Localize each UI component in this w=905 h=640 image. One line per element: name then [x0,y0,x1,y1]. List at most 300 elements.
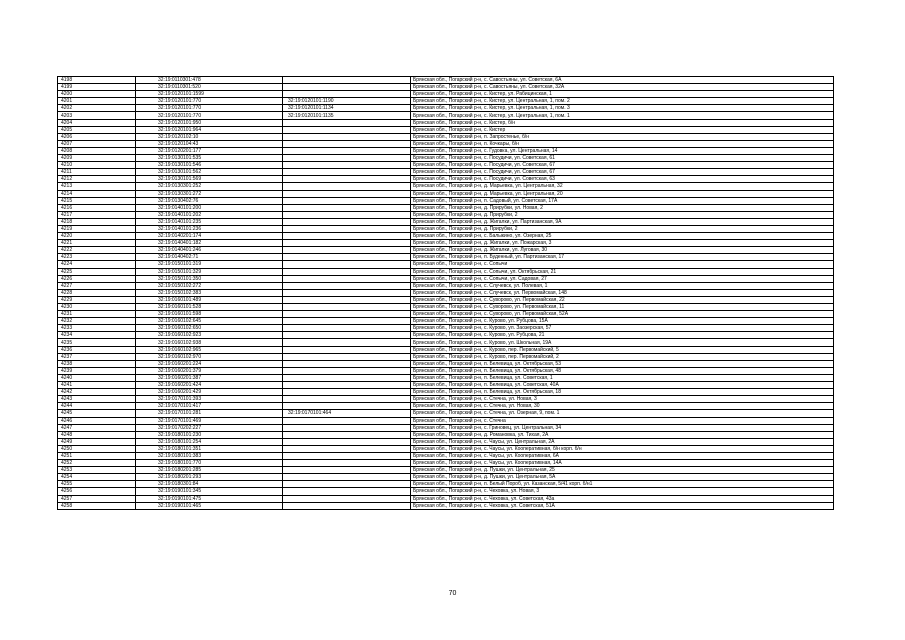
row-number-cell: 4229 [58,296,136,303]
table-row [58,98,834,105]
address-cell: Брянская обл., Погарский р-н, с. Гриновец, ул. Центральная, 34 [411,424,834,431]
sub-cadastral-number-cell [283,403,411,410]
address-cell: Брянская обл., Погарский р-н, с. Кистер, ул. Рабицинская, 1 [411,91,834,98]
address-cell: Брянская обл., Погарский р-н, с. Стечна, ул. Озерная, 9, пом. 1 [411,410,834,417]
cadastral-number-cell: 32:19:0160201:429 [136,389,283,396]
cadastral-number-cell: 32:19:0140401:246 [136,247,283,254]
cadastral-number-cell: 32:19:0170101:417 [136,403,283,410]
row-number-cell: 4233 [58,325,136,332]
address-cell: Брянская обл., Погарский р-н, д. Пушки, ул. Центральная, 25 [411,467,834,474]
row-number-cell: 4230 [58,304,136,311]
address-cell: Брянская обл., Погарский р-н, с. Стечна [411,417,834,424]
sub-cadastral-number-cell [283,488,411,495]
table-row [58,389,834,396]
cadastral-number-cell: 32:19:0160101:489 [136,296,283,303]
row-number-cell: 4251 [58,452,136,459]
row-number-cell: 4255 [58,481,136,488]
address-cell: Брянская обл., Погарский р-н, с. Чеховка, ул. Советская, 51А [411,502,834,509]
table-row [58,460,834,467]
table-row [58,133,834,140]
row-number-cell: 4240 [58,374,136,381]
address-cell: Брянская обл., Погарский р-н, д. Жигалки, ул. Пожарская, 3 [411,240,834,247]
address-cell: Брянская обл., Погарский р-н, п. Запростенье, б/н [411,133,834,140]
cadastral-number-cell: 32:19:0130101:535 [136,155,283,162]
row-number-cell: 4200 [58,91,136,98]
address-cell: Брянская обл., Погарский р-н, с. Курово, ул. Рубцова, 15А [411,318,834,325]
sub-cadastral-number-cell [283,119,411,126]
table-row [58,502,834,509]
sub-cadastral-number-cell [283,254,411,261]
row-number-cell: 4210 [58,162,136,169]
address-cell: Брянская обл., Погарский р-н, с. Кистер, ул. Центральная, 1, пом. 1 [411,112,834,119]
cadastral-number-cell: 32:19:0150101:329 [136,268,283,275]
row-number-cell: 4222 [58,247,136,254]
address-cell: Брянская обл., Погарский р-н, с. Посудичи, ул. Советская, 67 [411,162,834,169]
cadastral-number-cell: 32:19:0180101:230 [136,431,283,438]
sub-cadastral-number-cell: 32:19:0170101:464 [283,410,411,417]
cadastral-number-cell: 32:19:0160201:424 [136,382,283,389]
cadastral-number-cell: 32:19:0160102:970 [136,353,283,360]
address-cell: Брянская обл., Погарский р-н, с. Курово, пер. Первомайский, 5 [411,346,834,353]
cadastral-number-cell: 32:19:0170101:281 [136,410,283,417]
sub-cadastral-number-cell [283,77,411,84]
sub-cadastral-number-cell: 32:19:0120101:1134 [283,105,411,112]
table-row [58,396,834,403]
cadastral-number-cell: 32:19:0140201:174 [136,233,283,240]
cadastral-number-cell: 32:19:0180101:254 [136,438,283,445]
sub-cadastral-number-cell [283,452,411,459]
cadastral-number-cell: 32:19:0180101:383 [136,452,283,459]
property-register-table [57,76,834,510]
table-row [58,147,834,154]
row-number-cell: 4204 [58,119,136,126]
row-number-cell: 4236 [58,346,136,353]
sub-cadastral-number-cell [283,282,411,289]
row-number-cell: 4242 [58,389,136,396]
row-number-cell: 4241 [58,382,136,389]
sub-cadastral-number-cell [283,495,411,502]
table-row [58,126,834,133]
address-cell: Брянская обл., Погарский р-н, п. Белевица, ул. Октябрьская, 48 [411,367,834,374]
sub-cadastral-number-cell [283,481,411,488]
cadastral-number-cell: 32:19:0120101:770 [136,105,283,112]
sub-cadastral-number-cell [283,289,411,296]
sub-cadastral-number-cell [283,367,411,374]
sub-cadastral-number-cell [283,318,411,325]
cadastral-number-cell: 32:19:0160102:645 [136,318,283,325]
table-row [58,367,834,374]
cadastral-number-cell: 32:19:0160102:650 [136,325,283,332]
address-cell: Брянская обл., Погарский р-н, п. Белевица, ул. Советская, 40А [411,382,834,389]
table-row [58,254,834,261]
sub-cadastral-number-cell [283,190,411,197]
address-cell: Брянская обл., Погарский р-н, с. Кистер, ул. Центральная, 1, пом. 2 [411,98,834,105]
address-cell: Брянская обл., Погарский р-н, с. Посудичи, ул. Советская, 63 [411,176,834,183]
row-number-cell: 4212 [58,176,136,183]
sub-cadastral-number-cell [283,268,411,275]
sub-cadastral-number-cell [283,261,411,268]
sub-cadastral-number-cell [283,126,411,133]
sub-cadastral-number-cell [283,296,411,303]
address-cell: Брянская обл., Погарский р-н, п. Белевица, ул. Октябрьская, 18 [411,389,834,396]
address-cell: Брянская обл., Погарский р-н, с. Чаусы, ул. Кооперативная, б/н корп. б/н [411,445,834,452]
sub-cadastral-number-cell [283,502,411,509]
row-number-cell: 4247 [58,424,136,431]
address-cell: Брянская обл., Погарский р-н, с. Случевск, ул. Полевая, 1 [411,282,834,289]
cadastral-number-cell: 32:19:0170202:227 [136,424,283,431]
cadastral-number-cell: 32:19:0160101:528 [136,304,283,311]
table-row [58,296,834,303]
row-number-cell: 4245 [58,410,136,417]
row-number-cell: 4237 [58,353,136,360]
sub-cadastral-number-cell [283,197,411,204]
cadastral-number-cell: 32:19:0180201:285 [136,467,283,474]
address-cell: Брянская обл., Погарский р-н, с. Кистер, б/н [411,119,834,126]
cadastral-number-cell: 32:19:0110301:478 [136,77,283,84]
cadastral-number-cell: 32:19:0150102:383 [136,289,283,296]
table-row [58,403,834,410]
cadastral-number-cell: 32:19:0160102:923 [136,332,283,339]
sub-cadastral-number-cell [283,275,411,282]
sub-cadastral-number-cell [283,339,411,346]
table-row [58,268,834,275]
row-number-cell: 4234 [58,332,136,339]
address-cell: Брянская обл., Погарский р-н, п. Белый Пороб, ул. Казанская, 5/41 корп. б/н1 [411,481,834,488]
cadastral-number-cell: 32:19:0160102:938 [136,339,283,346]
table-row [58,382,834,389]
table-row [58,289,834,296]
address-cell: Брянская обл., Погарский р-н, с. Чаусы, ул. Центральная, 2А [411,438,834,445]
address-cell: Брянская обл., Погарский р-н, с. Курово, пер. Первомайский, 2 [411,353,834,360]
cadastral-number-cell: 32:19:0180101:770 [136,460,283,467]
table-row [58,445,834,452]
table-row [58,247,834,254]
sub-cadastral-number-cell [283,438,411,445]
row-number-cell: 4220 [58,233,136,240]
cadastral-number-cell: 32:19:0180201:293 [136,474,283,481]
sub-cadastral-number-cell [283,225,411,232]
row-number-cell: 4203 [58,112,136,119]
address-cell: Брянская обл., Погарский р-н, с. Суворово, ул. Первомайская, 52А [411,311,834,318]
sub-cadastral-number-cell [283,325,411,332]
cadastral-number-cell: 32:19:0150101:350 [136,275,283,282]
table-row [58,233,834,240]
address-cell: Брянская обл., Погарский р-н, с. Сопычи [411,261,834,268]
table-row [58,77,834,84]
table-row [58,105,834,112]
table-row [58,197,834,204]
cadastral-number-cell: 32:19:0130402:76 [136,197,283,204]
sub-cadastral-number-cell [283,147,411,154]
row-number-cell: 4244 [58,403,136,410]
cadastral-number-cell: 32:19:0180101:351 [136,445,283,452]
table-row [58,169,834,176]
cadastral-number-cell: 32:19:0170101:393 [136,396,283,403]
table-row [58,112,834,119]
row-number-cell: 4202 [58,105,136,112]
table-row [58,91,834,98]
address-cell: Брянская обл., Погарский р-н, с. Сопычи, ул. Октябрьская, 21 [411,268,834,275]
sub-cadastral-number-cell [283,176,411,183]
cadastral-number-cell: 32:19:0120101:1599 [136,91,283,98]
sub-cadastral-number-cell [283,140,411,147]
sub-cadastral-number-cell [283,133,411,140]
row-number-cell: 4232 [58,318,136,325]
row-number-cell: 4209 [58,155,136,162]
sub-cadastral-number-cell [283,183,411,190]
table-row [58,346,834,353]
table-row [58,318,834,325]
cadastral-number-cell: 32:19:0140402:71 [136,254,283,261]
address-cell: Брянская обл., Погарский р-н, с. Савостьяны, ул. Советская, 32А [411,84,834,91]
address-cell: Брянская обл., Погарский р-н, с. Стечна, ул. Новая, 3 [411,396,834,403]
table-row [58,84,834,91]
sub-cadastral-number-cell [283,360,411,367]
sub-cadastral-number-cell [283,346,411,353]
sub-cadastral-number-cell [283,311,411,318]
sub-cadastral-number-cell [283,304,411,311]
table-row [58,374,834,381]
address-cell: Брянская обл., Погарский р-н, с. Курово, ул. Школьная, 19А [411,339,834,346]
row-number-cell: 4206 [58,133,136,140]
row-number-cell: 4254 [58,474,136,481]
table-row [58,204,834,211]
sub-cadastral-number-cell [283,211,411,218]
row-number-cell: 4211 [58,169,136,176]
sub-cadastral-number-cell [283,353,411,360]
row-number-cell: 4199 [58,84,136,91]
row-number-cell: 4216 [58,204,136,211]
table-row [58,282,834,289]
sub-cadastral-number-cell [283,417,411,424]
table-row [58,325,834,332]
sub-cadastral-number-cell [283,240,411,247]
table-row [58,467,834,474]
row-number-cell: 4205 [58,126,136,133]
table-row [58,438,834,445]
cadastral-number-cell: 32:19:0180301:84 [136,481,283,488]
address-cell: Брянская обл., Погарский р-н, с. Курово, ул. Рубцова, 21 [411,332,834,339]
row-number-cell: 4253 [58,467,136,474]
sub-cadastral-number-cell [283,460,411,467]
table-row [58,339,834,346]
row-number-cell: 4246 [58,417,136,424]
address-cell: Брянская обл., Погарский р-н, п. Белевица, ул. Октябрьская, 53 [411,360,834,367]
cadastral-number-cell: 32:19:0140401:182 [136,240,283,247]
address-cell: Брянская обл., Погарский р-н, п. Буденный, ул. Партизанская, 17 [411,254,834,261]
row-number-cell: 4198 [58,77,136,84]
table-body [58,77,834,510]
sub-cadastral-number-cell: 32:19:0120101:1135 [283,112,411,119]
row-number-cell: 4218 [58,218,136,225]
sub-cadastral-number-cell [283,91,411,98]
table-row [58,360,834,367]
address-cell: Брянская обл., Погарский р-н, п. Кочкары, б/н [411,140,834,147]
row-number-cell: 4256 [58,488,136,495]
address-cell: Брянская обл., Погарский р-н, с. Суворово, ул. Первомайская, 22 [411,296,834,303]
address-cell: Брянская обл., Погарский р-н, с. Курово, ул. Заозерская, 57 [411,325,834,332]
address-cell: Брянская обл., Погарский р-н, д. Жигалки, ул. Партизанская, 9А [411,218,834,225]
cadastral-number-cell: 32:19:0120104:43 [136,140,283,147]
table-row [58,140,834,147]
address-cell: Брянская обл., Погарский р-н, с. Кистер, ул. Центральная, 1, пом. 3 [411,105,834,112]
table-row [58,452,834,459]
row-number-cell: 4252 [58,460,136,467]
row-number-cell: 4235 [58,339,136,346]
table-row [58,261,834,268]
sub-cadastral-number-cell [283,155,411,162]
sub-cadastral-number-cell: 32:19:0120101:1190 [283,98,411,105]
address-cell: Брянская обл., Погарский р-н, с. Чаусы, ул. Кооперативная, 14А [411,460,834,467]
row-number-cell: 4227 [58,282,136,289]
sub-cadastral-number-cell [283,445,411,452]
sub-cadastral-number-cell [283,218,411,225]
address-cell: Брянская обл., Погарский р-н, с. Посудичи, ул. Советская, 67 [411,169,834,176]
table-row [58,218,834,225]
address-cell: Брянская обл., Погарский р-н, д. Марьевка, ул. Центральная, 20 [411,190,834,197]
page-number: 70 [448,590,457,597]
cadastral-number-cell: 32:19:0130301:272 [136,190,283,197]
cadastral-number-cell: 32:19:0120101:770 [136,112,283,119]
address-cell: Брянская обл., Погарский р-н, с. Чеховка, ул. Советская, 43а [411,495,834,502]
sub-cadastral-number-cell [283,247,411,254]
row-number-cell: 4223 [58,254,136,261]
row-number-cell: 4243 [58,396,136,403]
cadastral-number-cell: 32:19:0160201:379 [136,367,283,374]
table-row [58,353,834,360]
address-cell: Брянская обл., Погарский р-н, с. Гудовка, ул. Центральная, 14 [411,147,834,154]
cadastral-number-cell: 32:19:0190101:465 [136,502,283,509]
table-row [58,240,834,247]
cadastral-number-cell: 32:19:0140101:200 [136,204,283,211]
table-row [58,431,834,438]
sub-cadastral-number-cell [283,396,411,403]
table-row [58,155,834,162]
sub-cadastral-number-cell [283,374,411,381]
table-row [58,275,834,282]
address-cell: Брянская обл., Погарский р-н, с. Сопычи, ул. Садовая, 27 [411,275,834,282]
sub-cadastral-number-cell [283,467,411,474]
row-number-cell: 4208 [58,147,136,154]
table-row [58,311,834,318]
cadastral-number-cell: 32:19:0160201:387 [136,374,283,381]
table-row [58,183,834,190]
table-row [58,488,834,495]
table-row [58,410,834,417]
table-row [58,176,834,183]
cadastral-number-cell: 32:19:0120101:964 [136,126,283,133]
table-row [58,190,834,197]
table-row [58,417,834,424]
table-row [58,119,834,126]
address-cell: Брянская обл., Погарский р-н, с. Стечна, ул. Новая, 30 [411,403,834,410]
cadastral-number-cell: 32:19:0140101:202 [136,211,283,218]
cadastral-number-cell: 32:19:0140101:236 [136,225,283,232]
address-cell: Брянская обл., Погарский р-н, с. Случевск, ул. Первомайская, 148 [411,289,834,296]
row-number-cell: 4215 [58,197,136,204]
sub-cadastral-number-cell [283,389,411,396]
address-cell: Брянская обл., Погарский р-н, с. Савостьяны, ул. Советская, 6А [411,77,834,84]
sub-cadastral-number-cell [283,332,411,339]
cadastral-number-cell: 32:19:0190101:345 [136,488,283,495]
sub-cadastral-number-cell [283,474,411,481]
address-cell: Брянская обл., Погарский р-н, п. Садовый, ул. Советская, 17А [411,197,834,204]
row-number-cell: 4238 [58,360,136,367]
row-number-cell: 4250 [58,445,136,452]
row-number-cell: 4228 [58,289,136,296]
row-number-cell: 4249 [58,438,136,445]
address-cell: Брянская обл., Погарский р-н, с. Кистер [411,126,834,133]
cadastral-number-cell: 32:19:0120101:770 [136,98,283,105]
address-cell: Брянская обл., Погарский р-н, с. Чаусы, ул. Кооперативная, 6А [411,452,834,459]
cadastral-number-cell: 32:19:0120101:950 [136,119,283,126]
sub-cadastral-number-cell [283,424,411,431]
table-row [58,162,834,169]
address-cell: Брянская обл., Погарский р-н, с. Балыкино, ул. Озерная, 25 [411,233,834,240]
row-number-cell: 4226 [58,275,136,282]
sub-cadastral-number-cell [283,233,411,240]
sub-cadastral-number-cell [283,84,411,91]
address-cell: Брянская обл., Погарский р-н, д. Романовка, ул. Тихая, 2А [411,431,834,438]
cadastral-number-cell: 32:19:0120102:10 [136,133,283,140]
row-number-cell: 4258 [58,502,136,509]
address-cell: Брянская обл., Погарский р-н, с. Чеховка, ул. Новая, 3 [411,488,834,495]
cadastral-number-cell: 32:19:0160101:598 [136,311,283,318]
cadastral-number-cell: 32:19:0160201:224 [136,360,283,367]
row-number-cell: 4217 [58,211,136,218]
sub-cadastral-number-cell [283,169,411,176]
cadastral-number-cell: 32:19:0130101:546 [136,162,283,169]
cadastral-number-cell: 32:19:0130301:252 [136,183,283,190]
row-number-cell: 4221 [58,240,136,247]
row-number-cell: 4214 [58,190,136,197]
cadastral-number-cell: 32:19:0190101:475 [136,495,283,502]
address-cell: Брянская обл., Погарский р-н, д. Прирубки, ул. Новая, 2 [411,204,834,211]
table-row [58,332,834,339]
table-row [58,474,834,481]
row-number-cell: 4239 [58,367,136,374]
cadastral-number-cell: 32:19:0140101:235 [136,218,283,225]
cadastral-number-cell: 32:19:0110301:520 [136,84,283,91]
cadastral-number-cell: 32:19:0150102:272 [136,282,283,289]
address-cell: Брянская обл., Погарский р-н, с. Посудичи, ул. Советская, 61 [411,155,834,162]
row-number-cell: 4213 [58,183,136,190]
address-cell: Брянская обл., Погарский р-н, д. Марьевка, ул. Центральная, 32 [411,183,834,190]
address-cell: Брянская обл., Погарский р-н, п. Белевица, ул. Советская, 1 [411,374,834,381]
cadastral-number-cell: 32:19:0120201:177 [136,147,283,154]
cadastral-number-cell: 32:19:0150101:319 [136,261,283,268]
table-row [58,495,834,502]
sub-cadastral-number-cell [283,382,411,389]
row-number-cell: 4225 [58,268,136,275]
row-number-cell: 4257 [58,495,136,502]
sub-cadastral-number-cell [283,204,411,211]
table-row [58,225,834,232]
cadastral-number-cell: 32:19:0130101:569 [136,176,283,183]
table-row [58,211,834,218]
row-number-cell: 4201 [58,98,136,105]
row-number-cell: 4219 [58,225,136,232]
row-number-cell: 4207 [58,140,136,147]
table-row [58,424,834,431]
row-number-cell: 4231 [58,311,136,318]
address-cell: Брянская обл., Погарский р-н, д. Прирубки, 2 [411,225,834,232]
table-row [58,304,834,311]
address-cell: Брянская обл., Погарский р-н, д. Пушки, ул. Центральная, 5А [411,474,834,481]
cadastral-number-cell: 32:19:0130101:562 [136,169,283,176]
sub-cadastral-number-cell [283,162,411,169]
cadastral-number-cell: 32:19:0170101:469 [136,417,283,424]
